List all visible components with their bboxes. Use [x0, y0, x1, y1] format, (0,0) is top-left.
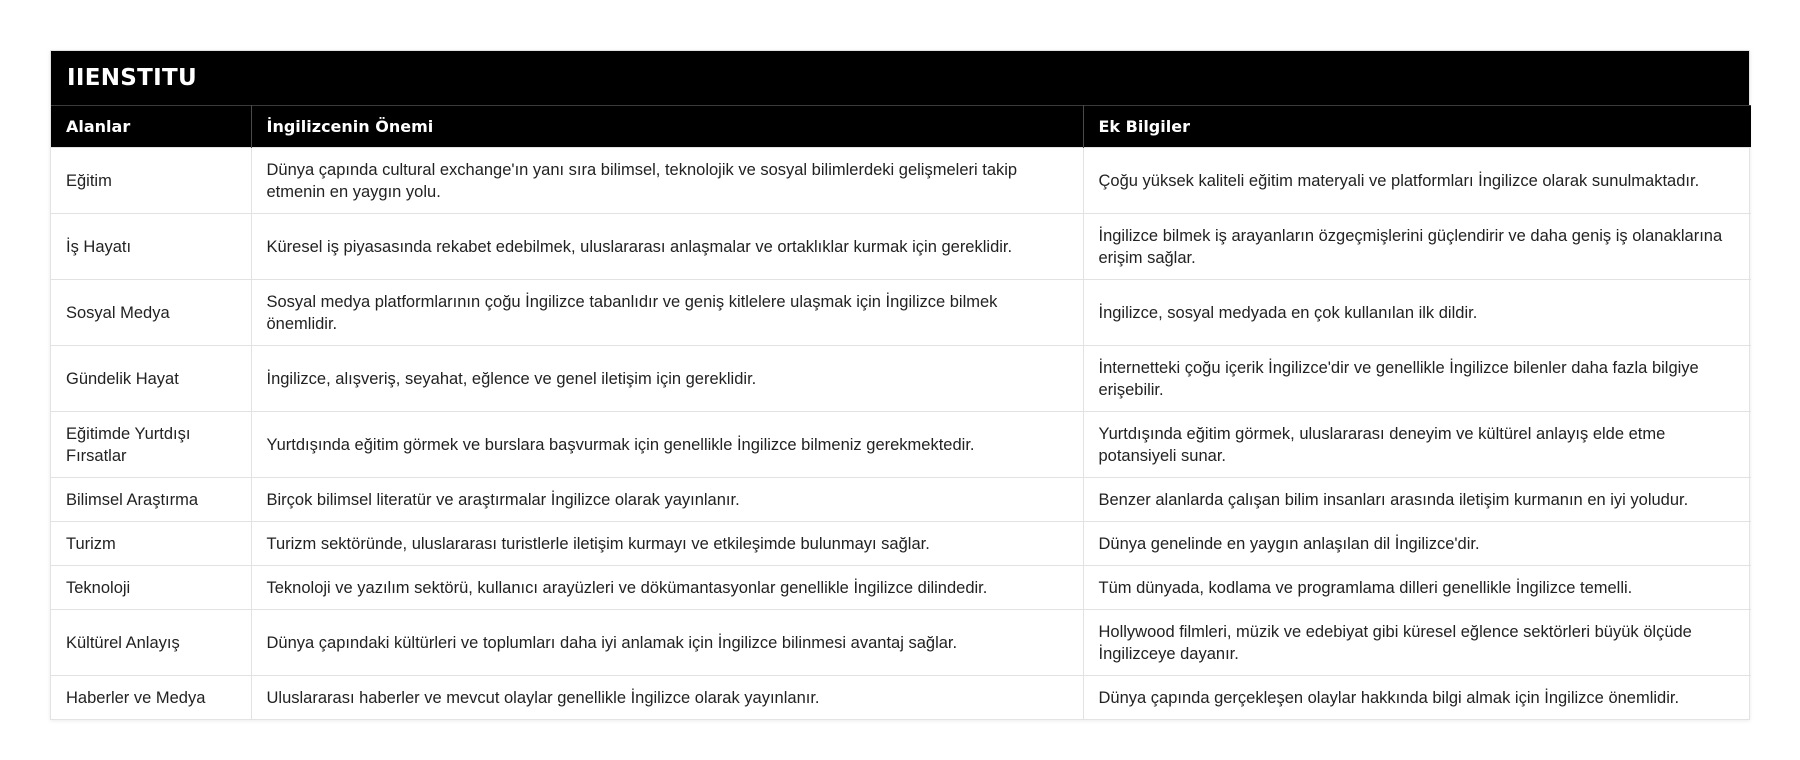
cell-importance: Sosyal medya platformlarının çoğu İngilizce tabanlıdır ve geniş kitlelere ulaşmak için İngilizce bilmek önemlidir. — [251, 280, 1083, 346]
table-row — [51, 412, 1751, 478]
cell-area: Haberler ve Medya — [51, 676, 251, 720]
table-row — [51, 566, 1751, 610]
cell-area: Kültürel Anlayış — [51, 610, 251, 676]
cell-importance: Dünya çapındaki kültürleri ve toplumları daha iyi anlamak için İngilizce bilinmesi avantaj sağlar. — [251, 610, 1083, 676]
cell-area: Bilimsel Araştırma — [51, 478, 251, 522]
cell-info: İngilizce bilmek iş arayanların özgeçmişlerini güçlendirir ve daha geniş iş olanaklarına erişim sağlar. — [1083, 214, 1751, 280]
table-row — [51, 676, 1751, 720]
cell-area: Teknoloji — [51, 566, 251, 610]
cell-info: Tüm dünyada, kodlama ve programlama dilleri genellikle İngilizce temelli. — [1083, 566, 1751, 610]
table-row — [51, 610, 1751, 676]
column-header-importance: İngilizcenin Önemi — [251, 106, 1083, 148]
cell-info: Yurtdışında eğitim görmek, uluslararası deneyim ve kültürel anlayış elde etme potansiyeli sunar. — [1083, 412, 1751, 478]
cell-info: Benzer alanlarda çalışan bilim insanları arasında iletişim kurmanın en iyi yoludur. — [1083, 478, 1751, 522]
cell-importance: Küresel iş piyasasında rekabet edebilmek, uluslararası anlaşmalar ve ortaklıklar kurmak için gereklidir. — [251, 214, 1083, 280]
table-row — [51, 214, 1751, 280]
cell-area: Gündelik Hayat — [51, 346, 251, 412]
cell-info: Hollywood filmleri, müzik ve edebiyat gibi küresel eğlence sektörleri büyük ölçüde İngilizceye dayanır. — [1083, 610, 1751, 676]
cell-importance: İngilizce, alışveriş, seyahat, eğlence ve genel iletişim için gereklidir. — [251, 346, 1083, 412]
cell-area: İş Hayatı — [51, 214, 251, 280]
cell-info: Dünya genelinde en yaygın anlaşılan dil İngilizce'dir. — [1083, 522, 1751, 566]
table-row — [51, 346, 1751, 412]
comparison-table — [51, 105, 1751, 719]
cell-importance: Yurtdışında eğitim görmek ve burslara başvurmak için genellikle İngilizce bilmeniz gerekmektedir. — [251, 412, 1083, 478]
cell-importance: Turizm sektöründe, uluslararası turistlerle iletişim kurmayı ve etkileşimde bulunmayı sağlar. — [251, 522, 1083, 566]
table-row — [51, 148, 1751, 214]
cell-info: Dünya çapında gerçekleşen olaylar hakkında bilgi almak için İngilizce önemlidir. — [1083, 676, 1751, 720]
cell-importance: Teknoloji ve yazılım sektörü, kullanıcı arayüzleri ve dökümantasyonlar genellikle İngilizce dilindedir. — [251, 566, 1083, 610]
cell-importance: Dünya çapında cultural exchange'ın yanı sıra bilimsel, teknolojik ve sosyal bilimlerdeki gelişmeleri takip etmenin en yaygın yolu. — [251, 148, 1083, 214]
column-header-info: Ek Bilgiler — [1083, 106, 1751, 148]
cell-info: Çoğu yüksek kaliteli eğitim materyali ve platformları İngilizce olarak sunulmaktadır. — [1083, 148, 1751, 214]
cell-area: Eğitimde Yurtdışı Fırsatlar — [51, 412, 251, 478]
table-row — [51, 478, 1751, 522]
table-row — [51, 522, 1751, 566]
cell-area: Turizm — [51, 522, 251, 566]
cell-area: Eğitim — [51, 148, 251, 214]
cell-info: İngilizce, sosyal medyada en çok kullanılan ilk dildir. — [1083, 280, 1751, 346]
cell-importance: Birçok bilimsel literatür ve araştırmalar İngilizce olarak yayınlanır. — [251, 478, 1083, 522]
cell-area: Sosyal Medya — [51, 280, 251, 346]
cell-importance: Uluslararası haberler ve mevcut olaylar genellikle İngilizce olarak yayınlanır. — [251, 676, 1083, 720]
cell-info: İnternetteki çoğu içerik İngilizce'dir ve genellikle İngilizce bilenler daha fazla bilgiye erişebilir. — [1083, 346, 1751, 412]
comparison-table-card — [50, 50, 1750, 720]
brand-title: IIENSTITU — [51, 51, 1749, 105]
table-header-row — [51, 106, 1751, 148]
column-header-area: Alanlar — [51, 106, 251, 148]
table-row — [51, 280, 1751, 346]
